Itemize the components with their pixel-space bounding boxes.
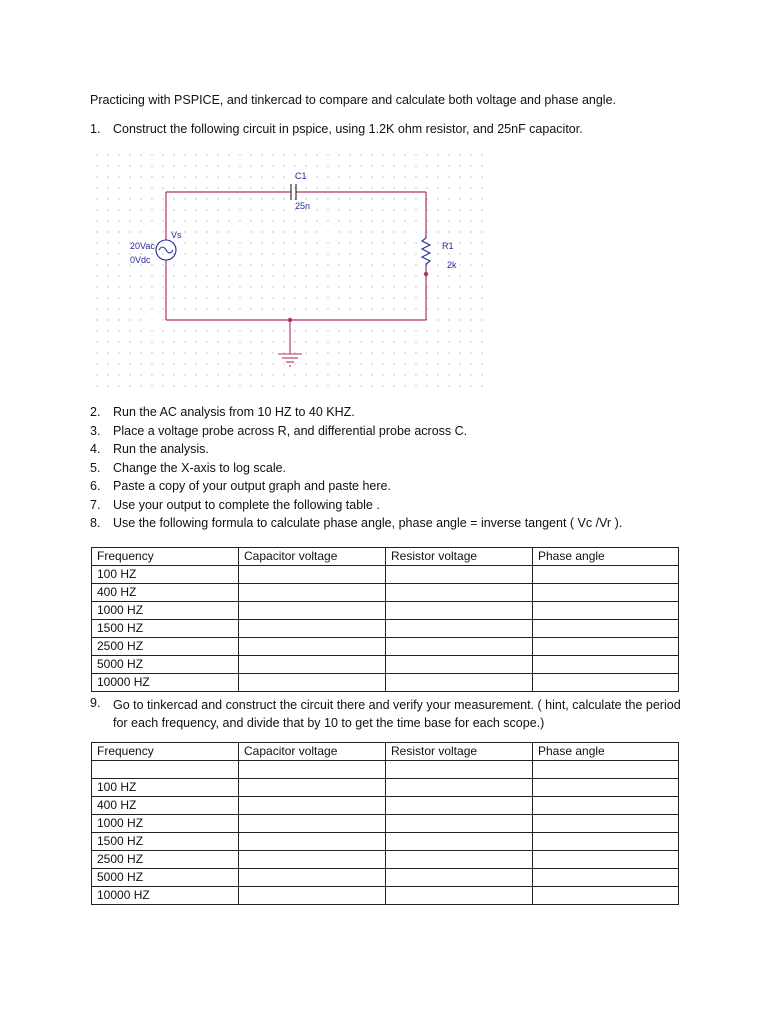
frequency-cell: 400 HZ xyxy=(92,584,239,602)
empty-answer-cell xyxy=(386,602,533,620)
step-number: 8. xyxy=(90,516,101,530)
frequency-cell: 100 HZ xyxy=(92,779,239,797)
frequency-cell: 2500 HZ xyxy=(92,638,239,656)
empty-answer-cell xyxy=(386,815,533,833)
empty-answer-cell xyxy=(386,869,533,887)
empty-answer-cell xyxy=(386,761,533,779)
table-row xyxy=(92,851,679,869)
frequency-cell: 400 HZ xyxy=(92,797,239,815)
empty-answer-cell xyxy=(533,638,679,656)
step-text: Change the X-axis to log scale. xyxy=(113,460,287,475)
empty-answer-cell xyxy=(239,638,386,656)
frequency-cell: 10000 HZ xyxy=(92,887,239,905)
table-header-cell: Resistor voltage xyxy=(386,743,533,761)
step-text: Place a voltage probe across R, and differential probe across C. xyxy=(113,423,468,438)
table-row xyxy=(92,797,679,815)
empty-answer-cell xyxy=(386,833,533,851)
step-number: 7. xyxy=(90,497,101,512)
circuit-schematic xyxy=(92,150,492,396)
table-header-cell: Capacitor voltage xyxy=(239,743,386,761)
empty-answer-cell xyxy=(239,761,386,779)
empty-answer-cell xyxy=(533,602,679,620)
frequency-cell: 1500 HZ xyxy=(92,620,239,638)
junction-dot xyxy=(424,272,427,275)
table-row xyxy=(92,638,679,656)
table-header-cell: Frequency xyxy=(92,743,239,761)
empty-answer-cell xyxy=(533,869,679,887)
step-text: Paste a copy of your output graph and paste here. xyxy=(113,479,391,493)
empty-answer-cell xyxy=(239,797,386,815)
empty-answer-cell xyxy=(533,656,679,674)
empty-answer-cell xyxy=(239,833,386,851)
step-text: Use your output to complete the following table . xyxy=(113,497,380,512)
empty-answer-cell xyxy=(533,584,679,602)
empty-answer-cell xyxy=(386,797,533,815)
source-name: Vs xyxy=(171,230,182,240)
source-ac-value: 20Vac xyxy=(130,241,155,251)
empty-answer-cell xyxy=(386,620,533,638)
intro-text: Practicing with PSPICE, and tinkercad to compare and calculate both voltage and phase angle. xyxy=(90,93,617,107)
grid-background xyxy=(92,150,492,396)
empty-answer-cell xyxy=(533,851,679,869)
capacitor-value: 25n xyxy=(295,201,311,211)
empty-answer-cell xyxy=(239,656,386,674)
step-number: 6. xyxy=(90,479,101,493)
step-number: 5. xyxy=(90,460,101,475)
steps-list xyxy=(90,405,690,535)
table-row xyxy=(92,674,679,692)
table-row xyxy=(92,779,679,797)
empty-answer-cell xyxy=(533,761,679,779)
step-text: Run the analysis. xyxy=(113,442,209,456)
empty-answer-cell xyxy=(533,779,679,797)
table-header-cell: Phase angle xyxy=(533,548,679,566)
table-row xyxy=(92,761,679,779)
step-number: 2. xyxy=(90,405,101,419)
empty-answer-cell xyxy=(533,887,679,905)
frequency-cell: 1500 HZ xyxy=(92,833,239,851)
empty-answer-cell xyxy=(386,584,533,602)
empty-answer-cell xyxy=(239,887,386,905)
empty-answer-cell xyxy=(386,851,533,869)
frequency-cell: 5000 HZ xyxy=(92,656,239,674)
empty-answer-cell xyxy=(386,656,533,674)
empty-answer-cell xyxy=(239,620,386,638)
step-1-text: Construct the following circuit in pspice, using 1.2K ohm resistor, and 25nF capacitor. xyxy=(113,122,583,136)
empty-answer-cell xyxy=(386,887,533,905)
table-row xyxy=(92,656,679,674)
empty-answer-cell xyxy=(239,779,386,797)
empty-answer-cell xyxy=(533,815,679,833)
step-item xyxy=(90,479,690,498)
step-item xyxy=(90,442,690,461)
table-header-cell: Phase angle xyxy=(533,743,679,761)
table-header-cell: Capacitor voltage xyxy=(239,548,386,566)
step-item xyxy=(90,516,690,535)
step-text: Run the AC analysis from 10 HZ to 40 KHZ. xyxy=(113,405,355,419)
step-item xyxy=(90,461,690,480)
table-row xyxy=(92,833,679,851)
table-header-cell: Resistor voltage xyxy=(386,548,533,566)
tinkercad-results-table xyxy=(91,742,679,905)
empty-answer-cell xyxy=(239,851,386,869)
empty-answer-cell xyxy=(239,674,386,692)
frequency-cell: 5000 HZ xyxy=(92,869,239,887)
resistor-value: 2k xyxy=(447,260,457,270)
empty-answer-cell xyxy=(386,779,533,797)
frequency-cell: 2500 HZ xyxy=(92,851,239,869)
empty-answer-cell xyxy=(239,815,386,833)
table-row xyxy=(92,620,679,638)
table-row xyxy=(92,584,679,602)
empty-answer-cell xyxy=(239,602,386,620)
table-row xyxy=(92,815,679,833)
empty-answer-cell xyxy=(239,584,386,602)
step-item xyxy=(90,424,690,443)
empty-answer-cell xyxy=(533,797,679,815)
empty-answer-cell xyxy=(239,869,386,887)
empty-answer-cell xyxy=(533,674,679,692)
capacitor-name: C1 xyxy=(295,171,307,181)
empty-answer-cell xyxy=(386,566,533,584)
step-text: Use the following formula to calculate phase angle, phase angle = inverse tangent ( Vc /Vr ). xyxy=(113,516,623,530)
step-1-number: 1. xyxy=(90,122,101,136)
table-header-cell: Frequency xyxy=(92,548,239,566)
table-row xyxy=(92,602,679,620)
step-item xyxy=(90,405,690,424)
frequency-cell: 100 HZ xyxy=(92,566,239,584)
frequency-cell xyxy=(92,761,239,779)
frequency-cell: 1000 HZ xyxy=(92,602,239,620)
step-9-text: Go to tinkercad and construct the circuit there and verify your measurement. ( hint, calculate the period for each frequency, and divide that by 10 to get the time base for each scope.) xyxy=(113,698,681,730)
step-number: 3. xyxy=(90,423,101,438)
table-row xyxy=(92,869,679,887)
source-dc-value: 0Vdc xyxy=(130,255,151,265)
empty-answer-cell xyxy=(386,638,533,656)
empty-answer-cell xyxy=(533,833,679,851)
step-item xyxy=(90,498,690,517)
empty-answer-cell xyxy=(239,566,386,584)
frequency-cell: 10000 HZ xyxy=(92,674,239,692)
empty-answer-cell xyxy=(386,674,533,692)
pspice-results-table xyxy=(91,547,679,692)
resistor-name: R1 xyxy=(442,241,454,251)
empty-answer-cell xyxy=(533,620,679,638)
table-row xyxy=(92,887,679,905)
step-9-number: 9. xyxy=(90,696,101,710)
empty-answer-cell xyxy=(533,566,679,584)
step-number: 4. xyxy=(90,442,101,456)
table-header-row xyxy=(92,743,679,761)
table-header-row xyxy=(92,548,679,566)
table-row xyxy=(92,566,679,584)
frequency-cell: 1000 HZ xyxy=(92,815,239,833)
